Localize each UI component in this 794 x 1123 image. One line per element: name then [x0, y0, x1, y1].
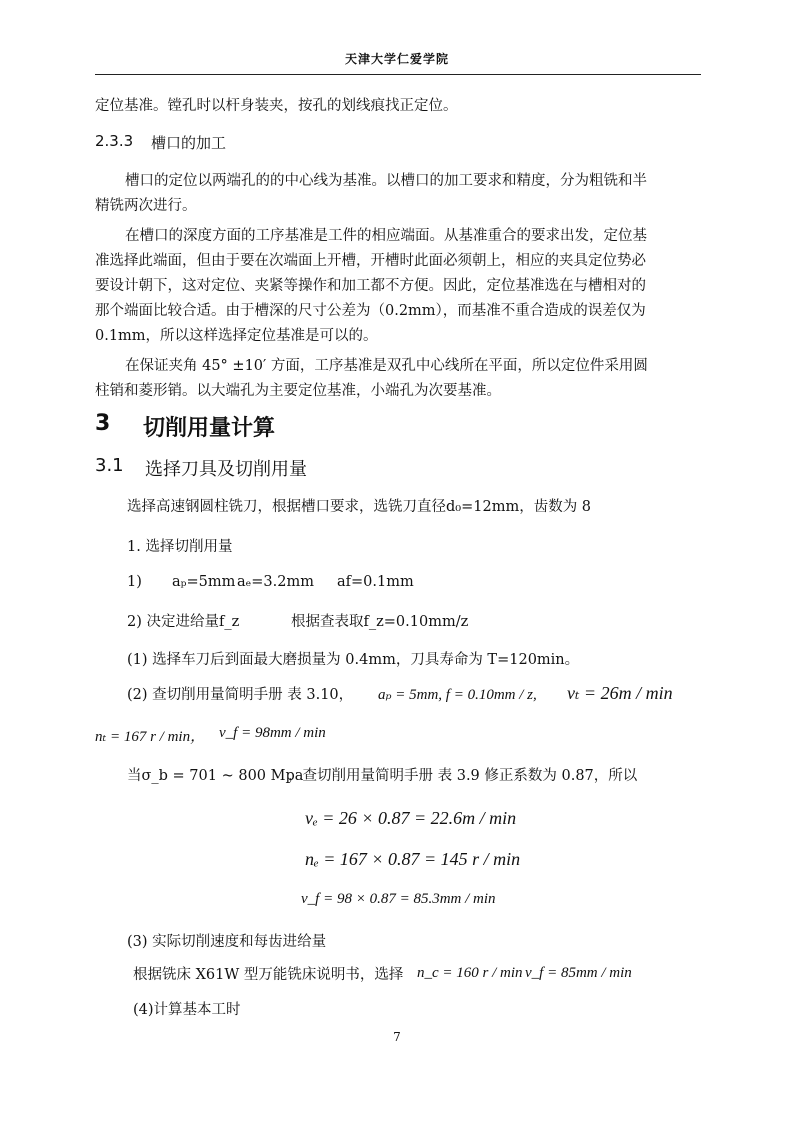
text-line: (2) 查切削用量简明手册 表 3.10， — [127, 687, 354, 703]
formula-inline: nₜ = 167 r / min， — [95, 729, 206, 745]
paragraph-line: 精铣两次进行。 — [95, 198, 197, 214]
section-number-2-3-3: 2.3.3 — [95, 132, 134, 150]
paragraph-line: 准选择此端面，但由于要在次端面上开槽，开槽时此面必须朝上，相应的夹具定位势必 — [95, 253, 646, 269]
text-line: (1) 选择车刀后到面最大磨损量为 0.4mm，刀具寿命为 T=120min。 — [127, 652, 580, 668]
paragraph-line: 柱销和菱形销。以大端孔为主要定位基准，小端孔为次要基准。 — [95, 383, 501, 399]
text-line: 根据查表取f_z=0.10mm/z — [291, 614, 469, 630]
equation-ve: vₑ = 26 × 0.87 = 22.6m / min — [305, 808, 517, 828]
text-line: 选择高速钢圆柱铣刀，根据槽口要求，选铣刀直径d₀=12mm，齿数为 8 — [127, 499, 592, 515]
text-line: ，查切削用量简明手册 表 3.9 修正系数为 0.87，所以 — [288, 768, 638, 784]
section-title-3-1: 选择刀具及切削用量 — [145, 459, 307, 480]
paragraph-line: 槽口的定位以两端孔的的中心线为基准。以槽口的加工要求和精度，分为粗铣和半 — [125, 173, 647, 189]
param-af: af=0.1mm — [337, 574, 414, 590]
formula-inline: 当σ_b = 701 ~ 800 Mpa — [127, 768, 304, 784]
header-rule — [95, 74, 701, 75]
param-ap: aₚ=5mm — [172, 574, 236, 590]
page-number: 7 — [393, 1030, 401, 1044]
formula-inline: v_f = 85mm / min — [525, 965, 632, 981]
text-line: (3) 实际切削速度和每齿进给量 — [127, 934, 327, 950]
param-ae: aₑ=3.2mm — [237, 574, 314, 590]
section-title-2-3-3: 槽口的加工 — [151, 134, 227, 152]
paragraph-line: 那个端面比较合适。由于槽深的尺寸公差为（0.2mm），而基准不重合造成的误差仅为 — [95, 303, 646, 319]
list-marker: 1) — [127, 574, 142, 590]
formula-inline: v_f = 98mm / min — [219, 725, 326, 741]
paragraph-line: 在保证夹角 45° ±10′ 方面，工序基准是双孔中心线所在平面，所以定位件采用圆 — [125, 358, 648, 374]
paragraph-line: 要设计朝下，这对定位、夹紧等操作和加工都不方便。因此，定位基准选在与槽相对的 — [95, 278, 646, 294]
formula-inline: vₜ = 26m / min — [567, 683, 673, 703]
equation-vf: v_f = 98 × 0.87 = 85.3mm / min — [301, 891, 496, 907]
text-line: 2) 决定进给量f_z — [127, 614, 240, 630]
paragraph-line: 在槽口的深度方面的工序基准是工件的相应端面。从基准重合的要求出发，定位基 — [125, 228, 647, 244]
paragraph-line: 定位基准。镗孔时以杆身装夹，按孔的划线痕找正定位。 — [95, 98, 458, 114]
chapter-number-3: 3 — [95, 411, 111, 436]
equation-ne: nₑ = 167 × 0.87 = 145 r / min — [305, 849, 521, 869]
chapter-title-3: 切削用量计算 — [143, 416, 276, 441]
running-header: 天津大学仁爱学院 — [344, 52, 449, 66]
text-line: (4)计算基本工时 — [133, 1002, 241, 1018]
formula-inline: n_c = 160 r / min — [417, 965, 523, 981]
text-line: 1. 选择切削用量 — [127, 539, 233, 555]
text-line: 根据铣床 X61W 型万能铣床说明书，选择 — [133, 967, 404, 983]
paragraph-line: 0.1mm，所以这样选择定位基准是可以的。 — [95, 328, 378, 344]
formula-inline: aₚ = 5mm, f = 0.10mm / z, — [378, 687, 537, 703]
section-number-3-1: 3.1 — [95, 455, 124, 476]
